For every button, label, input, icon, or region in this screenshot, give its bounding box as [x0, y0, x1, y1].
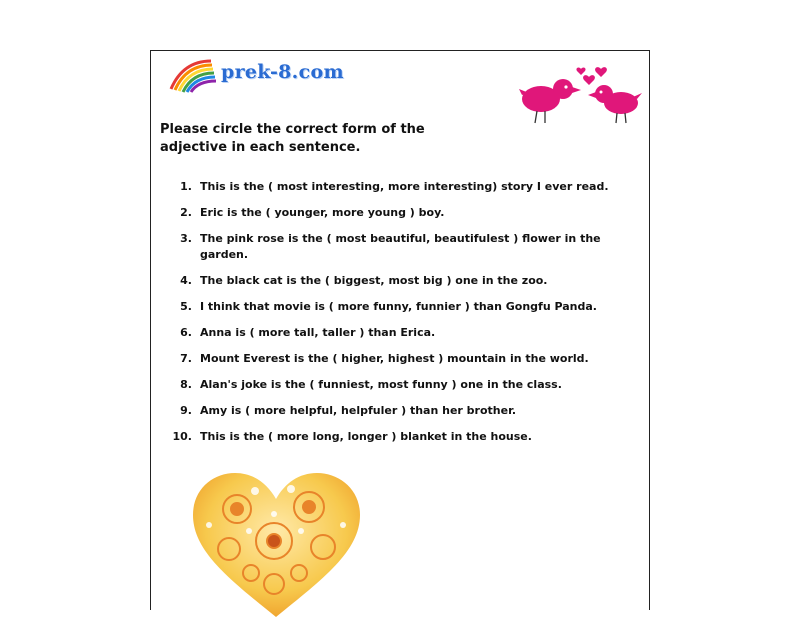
question-list: [162, 179, 632, 455]
question-item: [162, 273, 632, 289]
question-item: [162, 205, 632, 221]
question-text: Alan's joke is the ( funniest, most funny ) one in the class.: [200, 378, 562, 391]
question-number: 1.: [180, 180, 192, 193]
question-item: [162, 403, 632, 419]
question-item: [162, 351, 632, 367]
question-text: Anna is ( more tall, taller ) than Erica.: [200, 326, 436, 339]
question-item: [162, 179, 632, 195]
question-number: 6.: [180, 326, 192, 339]
worksheet-page: [150, 50, 650, 610]
question-number: 3.: [180, 232, 192, 245]
instructions-heading: Please circle the correct form of the adjective in each sentence.: [160, 122, 425, 155]
question-number: 2.: [180, 206, 192, 219]
question-text: Amy is ( more helpful, helpfuler ) than her brother.: [200, 404, 517, 417]
question-item: [162, 429, 632, 445]
question-number: 9.: [180, 404, 192, 417]
question-item: [162, 231, 632, 263]
question-number: 7.: [180, 352, 192, 365]
question-item: [162, 377, 632, 393]
site-name: prek-8.com: [221, 61, 344, 83]
question-item: [162, 299, 632, 315]
question-number: 5.: [180, 300, 192, 313]
question-text: The pink rose is the ( most beautiful, beautifulest ) flower in the garden.: [200, 232, 601, 261]
question-number: 4.: [180, 274, 192, 287]
question-text: This is the ( more long, longer ) blanket in the house.: [200, 430, 532, 443]
question-item: [162, 325, 632, 341]
floral-heart-icon: [189, 469, 364, 619]
question-text: I think that movie is ( more funny, funnier ) than Gongfu Panda.: [200, 300, 597, 313]
site-logo[interactable]: [169, 59, 369, 93]
question-text: Eric is the ( younger, more young ) boy.: [200, 206, 445, 219]
question-text: This is the ( most interesting, more interesting) story I ever read.: [200, 180, 609, 193]
question-number: 8.: [180, 378, 192, 391]
question-text: Mount Everest is the ( higher, highest ) mountain in the world.: [200, 352, 589, 365]
rainbow-icon: [169, 59, 217, 93]
love-birds-icon: [519, 63, 643, 129]
question-text: The black cat is the ( biggest, most big ) one in the zoo.: [200, 274, 548, 287]
question-number: 10.: [172, 430, 192, 443]
